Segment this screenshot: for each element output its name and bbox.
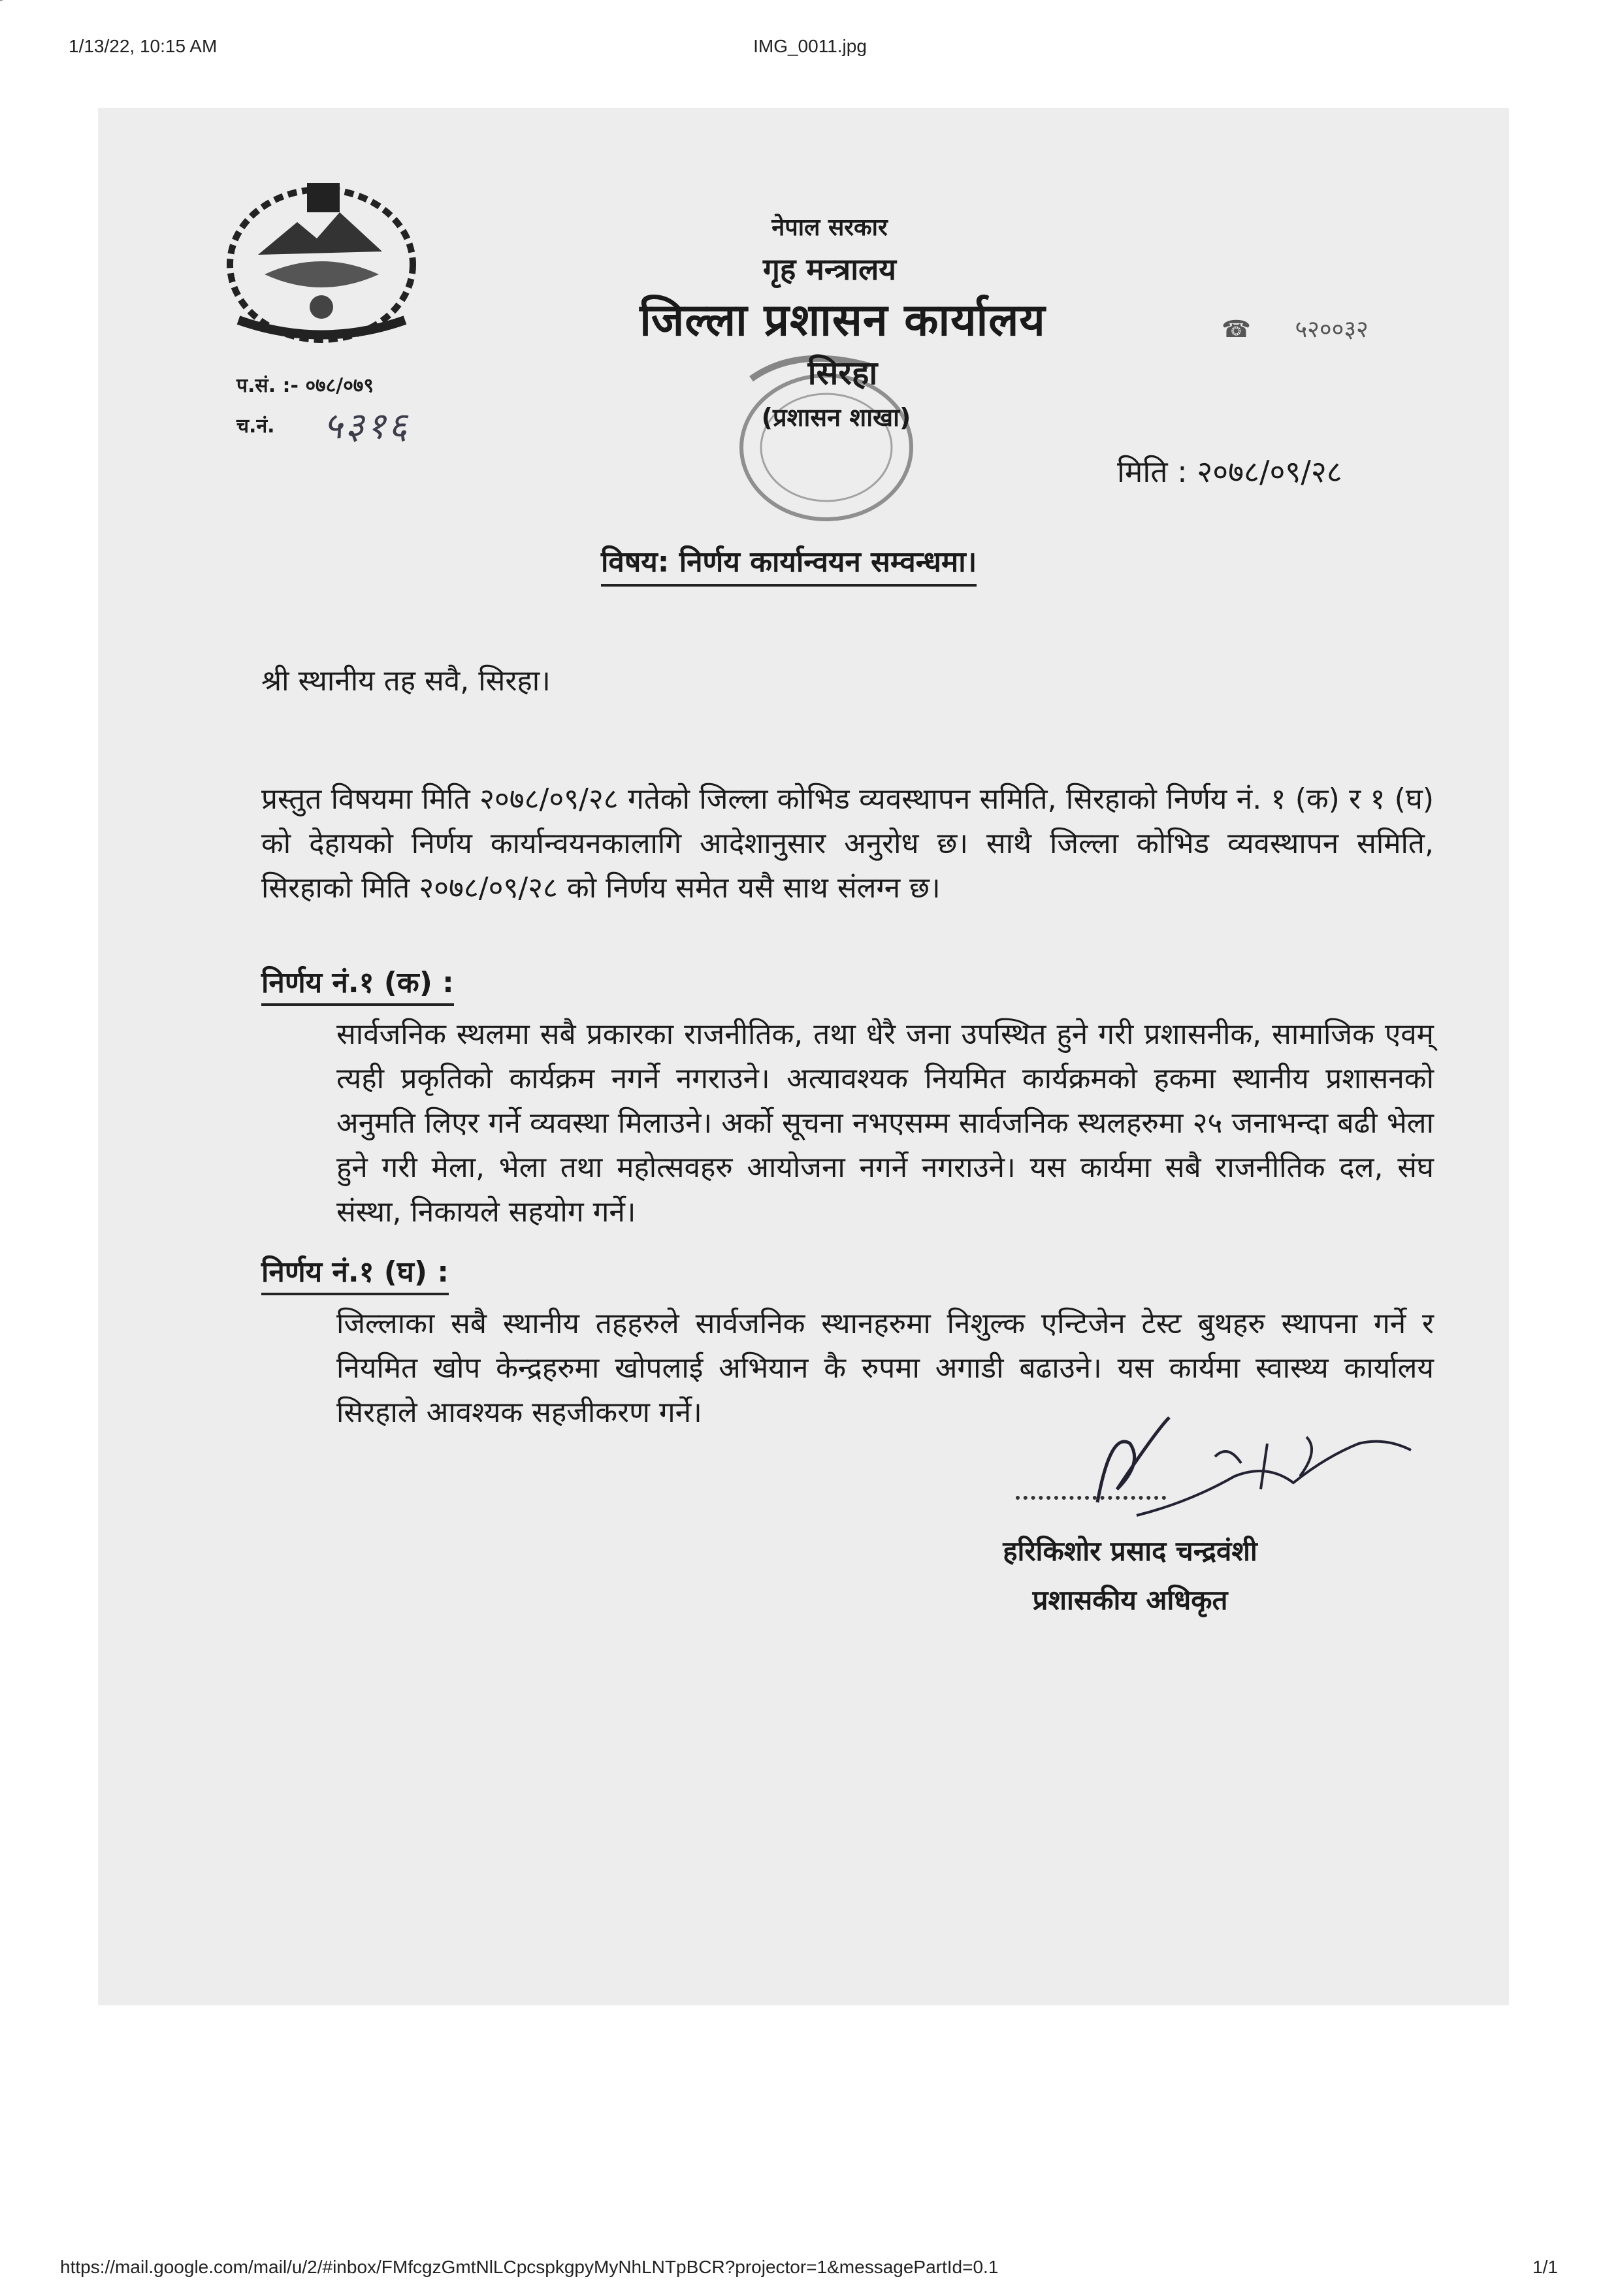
decision-1-text: सार्वजनिक स्थलमा सबै प्रकारका राजनीतिक, तथा धेरै जना उपस्थित हुने गरी प्रशासनीक, सामाजिक एवम् त्यही प्रकृतिको कार्यक्रम नगर्ने नगराउने। अत्यावश्यक नियमित कार्यक्रमको हकमा स्थानीय प्रशासनको अनुमति लिएर गर्ने व्यवस्था मिलाउने। अर्को सूचना नभएसम्म सार्वजनिक स्थलहरुमा २५ जनाभन्दा बढी भेला हुने गरी मेला, भेला तथा महोत्सवहरु आयोजना नगर्ने नगराउने। यस कार्यमा सबै राजनीतिक दल, संघ संस्था, निकायले सहयोग गर्ने। (336, 1018, 1434, 1229)
print-url: https://mail.google.com/mail/u/2/#inbox/FMfcgzGmtNlLCpcspkgpyMyNhLNTpBCR?projector=1&messagePartId=0.1 (60, 2257, 999, 2277)
signatory-name: हरिकिशोर प्रसाद चन्द्रवंशी (1003, 1535, 1257, 1567)
print-datetime: 1/13/22, 10:15 AM (69, 36, 218, 56)
print-footer (0, 2257, 1620, 2296)
section-name: (प्रशासन शाखा) (761, 403, 911, 432)
ps-number: प.सं. :- ०७८/०७९ (236, 374, 374, 397)
addressee: श्री स्थानीय तह सवै, सिरहा। (261, 664, 551, 698)
office-title: जिल्ला प्रशासन कार्यालय (640, 295, 1046, 346)
nepal-emblem-icon (219, 176, 425, 346)
district-name: सिरहा (807, 354, 878, 392)
print-header (0, 36, 1620, 75)
chn-handwritten: ५३१६ (323, 405, 410, 447)
chn-label: च.नं. (236, 415, 275, 438)
signatory-title: प्रशासकीय अधिकृत (1032, 1584, 1228, 1616)
telephone-icon: ☎ (1222, 316, 1251, 343)
government-title: नेपाल सरकार (771, 214, 888, 241)
corner-mark (0, 0, 44, 19)
ministry-title: गृह मन्त्रालय (763, 251, 896, 287)
decision-1-heading: निर्णय नं.१ (क) : (261, 962, 454, 1006)
print-filename: IMG_0011.jpg (753, 36, 867, 56)
intro-paragraph: प्रस्तुत विषयमा मिति २०७८/०९/२८ गतेको जिल्ला कोभिड व्यवस्थापन समिति, सिरहाको निर्णय नं. १ (क) र १ (घ) को देहायको निर्णय कार्यान्वयनकालागि आदेशानुसार अनुरोध छ। साथै जिल्ला कोभिड व्यवस्थापन समिति, सिरहाको मिति २०७८/०९/२८ को निर्णय समेत यसै साथ संलग्न छ। (261, 783, 1434, 905)
print-page-number: 1/1 (1532, 2257, 1558, 2277)
decision-2-text: जिल्लाका सबै स्थानीय तहहरुले सार्वजनिक स्थानहरुमा निशुल्क एन्टिजेन टेस्ट बुथहरु स्थापना गर्ने र नियमित खोप केन्द्रहरुमा खोपलाई अभियान कै रुपमा अगाडी बढाउने। यस कार्यमा स्वास्थ्य कार्यालय सिरहाले आवश्यक सहजीकरण गर्ने। (336, 1307, 1434, 1429)
letter-date: मिति : २०७८/०९/२८ (1117, 454, 1342, 489)
subject-line: विषय: निर्णय कार्यान्वयन सम्वन्धमा। (601, 541, 977, 587)
phone-block (1222, 312, 1369, 344)
handwritten-signature-icon (1019, 1404, 1424, 1535)
phone-number: ५२००३२ (1295, 316, 1369, 343)
decision-2-heading: निर्णय नं.१ (घ) : (261, 1251, 449, 1295)
signature-dotted-line (1016, 1496, 1166, 1500)
